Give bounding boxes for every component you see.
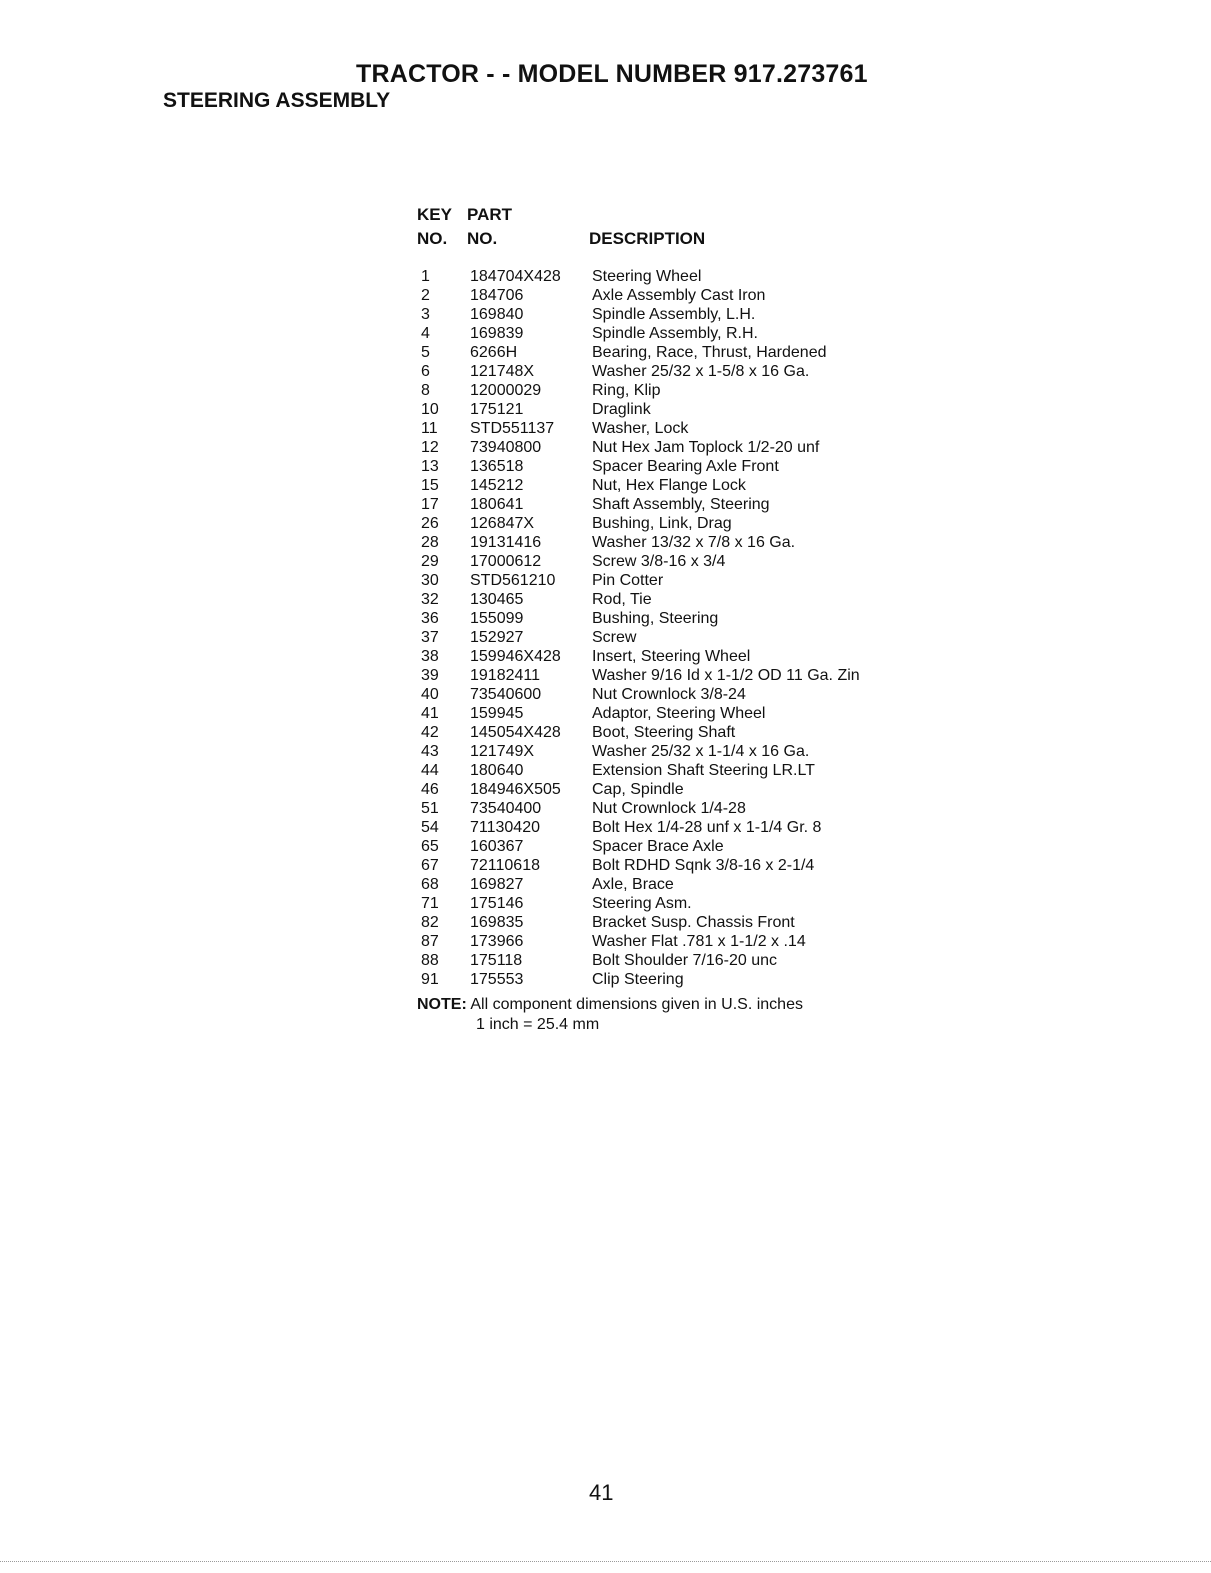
part-number: 12000029 (470, 382, 542, 399)
part-description: Steering Wheel (592, 268, 702, 285)
part-number: 160367 (470, 838, 524, 855)
table-row (417, 419, 917, 438)
key-number: 40 (421, 686, 439, 703)
table-row (417, 913, 917, 932)
table-row (417, 799, 917, 818)
table-row (417, 666, 917, 685)
part-number: 72110618 (470, 857, 540, 874)
scan-edge-divider (0, 1561, 1211, 1562)
table-row (417, 400, 917, 419)
key-number: 17 (421, 496, 439, 513)
part-number: 73940800 (470, 439, 542, 456)
part-description: Steering Asm. (592, 895, 692, 912)
part-number: 17000612 (470, 553, 542, 570)
part-number: 145054X428 (470, 724, 561, 741)
part-description: Bearing, Race, Thrust, Hardened (592, 344, 827, 361)
key-number: 46 (421, 781, 439, 798)
part-description: Draglink (592, 401, 651, 418)
table-row (417, 894, 917, 913)
key-number: 29 (421, 553, 439, 570)
part-number: 152927 (470, 629, 524, 646)
key-number: 3 (421, 306, 430, 323)
table-row (417, 495, 917, 514)
key-number: 82 (421, 914, 439, 931)
key-number: 43 (421, 743, 439, 760)
part-description: Washer 9/16 Id x 1-1/2 OD 11 Ga. Zin (592, 667, 860, 684)
part-number: 169839 (470, 325, 524, 342)
part-description: Nut Crownlock 1/4-28 (592, 800, 746, 817)
key-number: 32 (421, 591, 439, 608)
table-row (417, 590, 917, 609)
note-line2: 1 inch = 25.4 mm (476, 1016, 600, 1033)
key-number: 30 (421, 572, 439, 589)
part-description: Spindle Assembly, L.H. (592, 306, 756, 323)
key-number: 11 (421, 420, 438, 437)
key-number: 15 (421, 477, 439, 494)
part-number: 130465 (470, 591, 524, 608)
part-description: Bolt Hex 1/4-28 unf x 1-1/4 Gr. 8 (592, 819, 822, 836)
part-number: 121748X (470, 363, 535, 380)
table-row (417, 362, 917, 381)
key-number: 28 (421, 534, 439, 551)
key-number: 37 (421, 629, 439, 646)
part-number: 184946X505 (470, 781, 561, 798)
part-number: 175121 (470, 401, 524, 418)
part-description: Axle, Brace (592, 876, 674, 893)
key-number: 36 (421, 610, 439, 627)
part-description: Shaft Assembly, Steering (592, 496, 770, 513)
part-description: Rod, Tie (592, 591, 652, 608)
key-number: 68 (421, 876, 439, 893)
table-row (417, 704, 917, 723)
note-label: NOTE: (417, 996, 467, 1013)
part-number: 175146 (470, 895, 524, 912)
key-number: 5 (421, 344, 430, 361)
description-column-header: DESCRIPTION (589, 229, 706, 248)
key-number: 91 (421, 971, 439, 988)
table-row (417, 818, 917, 837)
table-row (417, 932, 917, 951)
part-number: 126847X (470, 515, 535, 532)
key-number: 2 (421, 287, 430, 304)
part-column-header-line2: NO. (467, 229, 498, 248)
table-row (417, 723, 917, 742)
part-description: Spacer Brace Axle (592, 838, 724, 855)
table-row (417, 742, 917, 761)
part-description: Bushing, Steering (592, 610, 719, 627)
table-row (417, 628, 917, 647)
document-title: TRACTOR - - MODEL NUMBER 917.273761 (356, 60, 868, 88)
table-row (417, 286, 917, 305)
part-number: 73540400 (470, 800, 542, 817)
part-description: Extension Shaft Steering LR.LT (592, 762, 815, 779)
part-number: 155099 (470, 610, 524, 627)
part-number: 184706 (470, 287, 524, 304)
part-number: 169840 (470, 306, 524, 323)
table-row (417, 951, 917, 970)
part-number: 180640 (470, 762, 524, 779)
key-number: 42 (421, 724, 439, 741)
parts-list-header (417, 205, 917, 253)
part-number: 159946X428 (470, 648, 561, 665)
part-number: 175553 (470, 971, 524, 988)
table-row (417, 761, 917, 780)
part-number: 136518 (470, 458, 524, 475)
table-row (417, 514, 917, 533)
part-description: Nut Hex Jam Toplock 1/2-20 unf (592, 439, 820, 456)
table-row (417, 552, 917, 571)
part-description: Screw 3/8-16 x 3/4 (592, 553, 726, 570)
key-number: 51 (421, 800, 439, 817)
part-number: STD551137 (470, 420, 555, 437)
key-number: 1 (421, 268, 430, 285)
key-number: 44 (421, 762, 439, 779)
part-description: Boot, Steering Shaft (592, 724, 736, 741)
key-column-header-line2: NO. (417, 229, 448, 248)
table-row (417, 685, 917, 704)
key-number: 8 (421, 382, 430, 399)
part-description: Bolt RDHD Sqnk 3/8-16 x 2-1/4 (592, 857, 815, 874)
part-description: Washer Flat .781 x 1-1/2 x .14 (592, 933, 806, 950)
part-description: Washer, Lock (592, 420, 689, 437)
part-number: 169827 (470, 876, 524, 893)
table-row (417, 837, 917, 856)
key-number: 6 (421, 363, 430, 380)
parts-rows (417, 267, 917, 989)
part-number: 19182411 (470, 667, 540, 684)
part-column-header-line1: PART (467, 205, 513, 224)
key-number: 71 (421, 895, 439, 912)
table-row (417, 609, 917, 628)
part-description: Washer 13/32 x 7/8 x 16 Ga. (592, 534, 796, 551)
table-row (417, 780, 917, 799)
part-number: 173966 (470, 933, 524, 950)
part-number: 71130420 (470, 819, 540, 836)
part-description: Clip Steering (592, 971, 684, 988)
key-number: 10 (421, 401, 439, 418)
part-description: Spindle Assembly, R.H. (592, 325, 758, 342)
part-description: Washer 25/32 x 1-1/4 x 16 Ga. (592, 743, 810, 760)
part-number: 121749X (470, 743, 535, 760)
key-number: 67 (421, 857, 439, 874)
table-row (417, 856, 917, 875)
part-number: 180641 (470, 496, 524, 513)
table-row (417, 438, 917, 457)
part-number: 6266H (470, 344, 518, 361)
key-number: 87 (421, 933, 439, 950)
key-number: 26 (421, 515, 439, 532)
table-row (417, 571, 917, 590)
key-number: 39 (421, 667, 439, 684)
part-description: Screw (592, 629, 637, 646)
part-description: Axle Assembly Cast Iron (592, 287, 766, 304)
table-row (417, 875, 917, 894)
parts-list (417, 205, 917, 1035)
part-description: Bolt Shoulder 7/16-20 unc (592, 952, 778, 969)
part-description: Nut Crownlock 3/8-24 (592, 686, 746, 703)
part-description: Insert, Steering Wheel (592, 648, 751, 665)
key-column-header-line1: KEY (417, 205, 452, 224)
part-number: 19131416 (470, 534, 542, 551)
part-description: Pin Cotter (592, 572, 664, 589)
key-number: 54 (421, 819, 439, 836)
part-number: 145212 (470, 477, 524, 494)
part-description: Washer 25/32 x 1-5/8 x 16 Ga. (592, 363, 810, 380)
key-number: 4 (421, 325, 430, 342)
key-number: 13 (421, 458, 439, 475)
part-description: Ring, Klip (592, 382, 661, 399)
part-number: 73540600 (470, 686, 542, 703)
table-row (417, 647, 917, 666)
part-description: Bracket Susp. Chassis Front (592, 914, 795, 931)
part-description: Spacer Bearing Axle Front (592, 458, 779, 475)
part-number: STD561210 (470, 572, 556, 589)
key-number: 88 (421, 952, 439, 969)
page-number: 41 (589, 1480, 614, 1505)
part-number: 169835 (470, 914, 524, 931)
part-number: 175118 (470, 952, 523, 969)
table-row (417, 267, 917, 286)
note-line1: All component dimensions given in U.S. inches (470, 996, 803, 1013)
table-row (417, 305, 917, 324)
table-row (417, 324, 917, 343)
part-number: 159945 (470, 705, 524, 722)
key-number: 38 (421, 648, 439, 665)
part-number: 184704X428 (470, 268, 561, 285)
table-row (417, 533, 917, 552)
table-row (417, 381, 917, 400)
table-row (417, 343, 917, 362)
table-row (417, 476, 917, 495)
part-description: Bushing, Link, Drag (592, 515, 732, 532)
dimension-note (417, 995, 917, 1035)
part-description: Adaptor, Steering Wheel (592, 705, 766, 722)
section-title: STEERING ASSEMBLY (163, 89, 391, 112)
part-description: Cap, Spindle (592, 781, 684, 798)
part-description: Nut, Hex Flange Lock (592, 477, 746, 494)
key-number: 41 (421, 705, 439, 722)
table-row (417, 970, 917, 989)
table-row (417, 457, 917, 476)
key-number: 65 (421, 838, 439, 855)
key-number: 12 (421, 439, 439, 456)
